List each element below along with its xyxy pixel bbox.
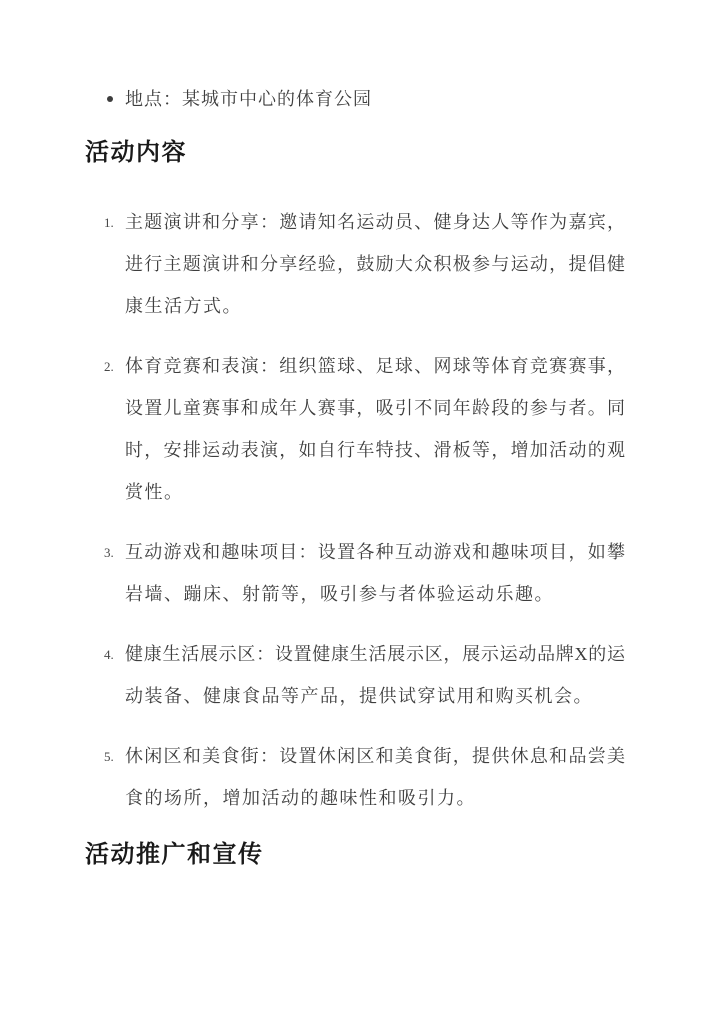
- list-item-4-number: 4.: [104, 647, 114, 662]
- text-line: 健康生活展示区：设置健康生活展示区，展示运动品牌X的运: [125, 644, 625, 664]
- list-item-1: [104, 201, 625, 327]
- text-line: 休闲区和美食街：设置休闲区和美食街，提供休息和品尝美: [125, 746, 625, 766]
- text-line: 进行主题演讲和分享经验，鼓励大众积极参与运动，提倡健: [125, 254, 625, 274]
- text-line: 主题演讲和分享：邀请知名运动员、健身达人等作为嘉宾，: [125, 212, 625, 232]
- list-item-1-number: 1.: [104, 215, 114, 230]
- text-line: 设置儿童赛事和成年人赛事，吸引不同年龄段的参与者。同: [125, 398, 625, 418]
- text-line: 康生活方式。: [125, 296, 242, 316]
- list-item-4: [104, 633, 625, 717]
- list-item-2-number: 2.: [104, 359, 114, 374]
- text-line: 岩墙、蹦床、射箭等，吸引参与者体验运动乐趣。: [125, 584, 554, 604]
- bullet-list-item: [125, 78, 625, 120]
- section-heading-promotion: 活动推广和宣传: [85, 842, 264, 868]
- list-item-3-number: 3.: [104, 545, 114, 560]
- text-line: 体育竞赛和表演：组织篮球、足球、网球等体育竞赛赛事，: [125, 356, 625, 376]
- list-item-2: [104, 345, 625, 513]
- text-line: 互动游戏和趣味项目：设置各种互动游戏和趣味项目，如攀: [125, 542, 625, 562]
- text-line: 时，安排运动表演，如自行车特技、滑板等，增加活动的观: [125, 440, 625, 460]
- list-item-5-number: 5.: [104, 749, 114, 764]
- section-heading-activity-content: 活动内容: [85, 140, 187, 166]
- numbered-list: [104, 201, 625, 819]
- text-line: 食的场所，增加活动的趣味性和吸引力。: [125, 788, 476, 808]
- list-item-5: [104, 735, 625, 819]
- bullet-icon: [107, 96, 113, 102]
- location-bullet-text: 地点：某城市中心的体育公园: [125, 89, 372, 109]
- text-line: 赏性。: [125, 482, 184, 502]
- text-line: 动装备、健康食品等产品，提供试穿试用和购买机会。: [125, 686, 593, 706]
- list-item-3: [104, 531, 625, 615]
